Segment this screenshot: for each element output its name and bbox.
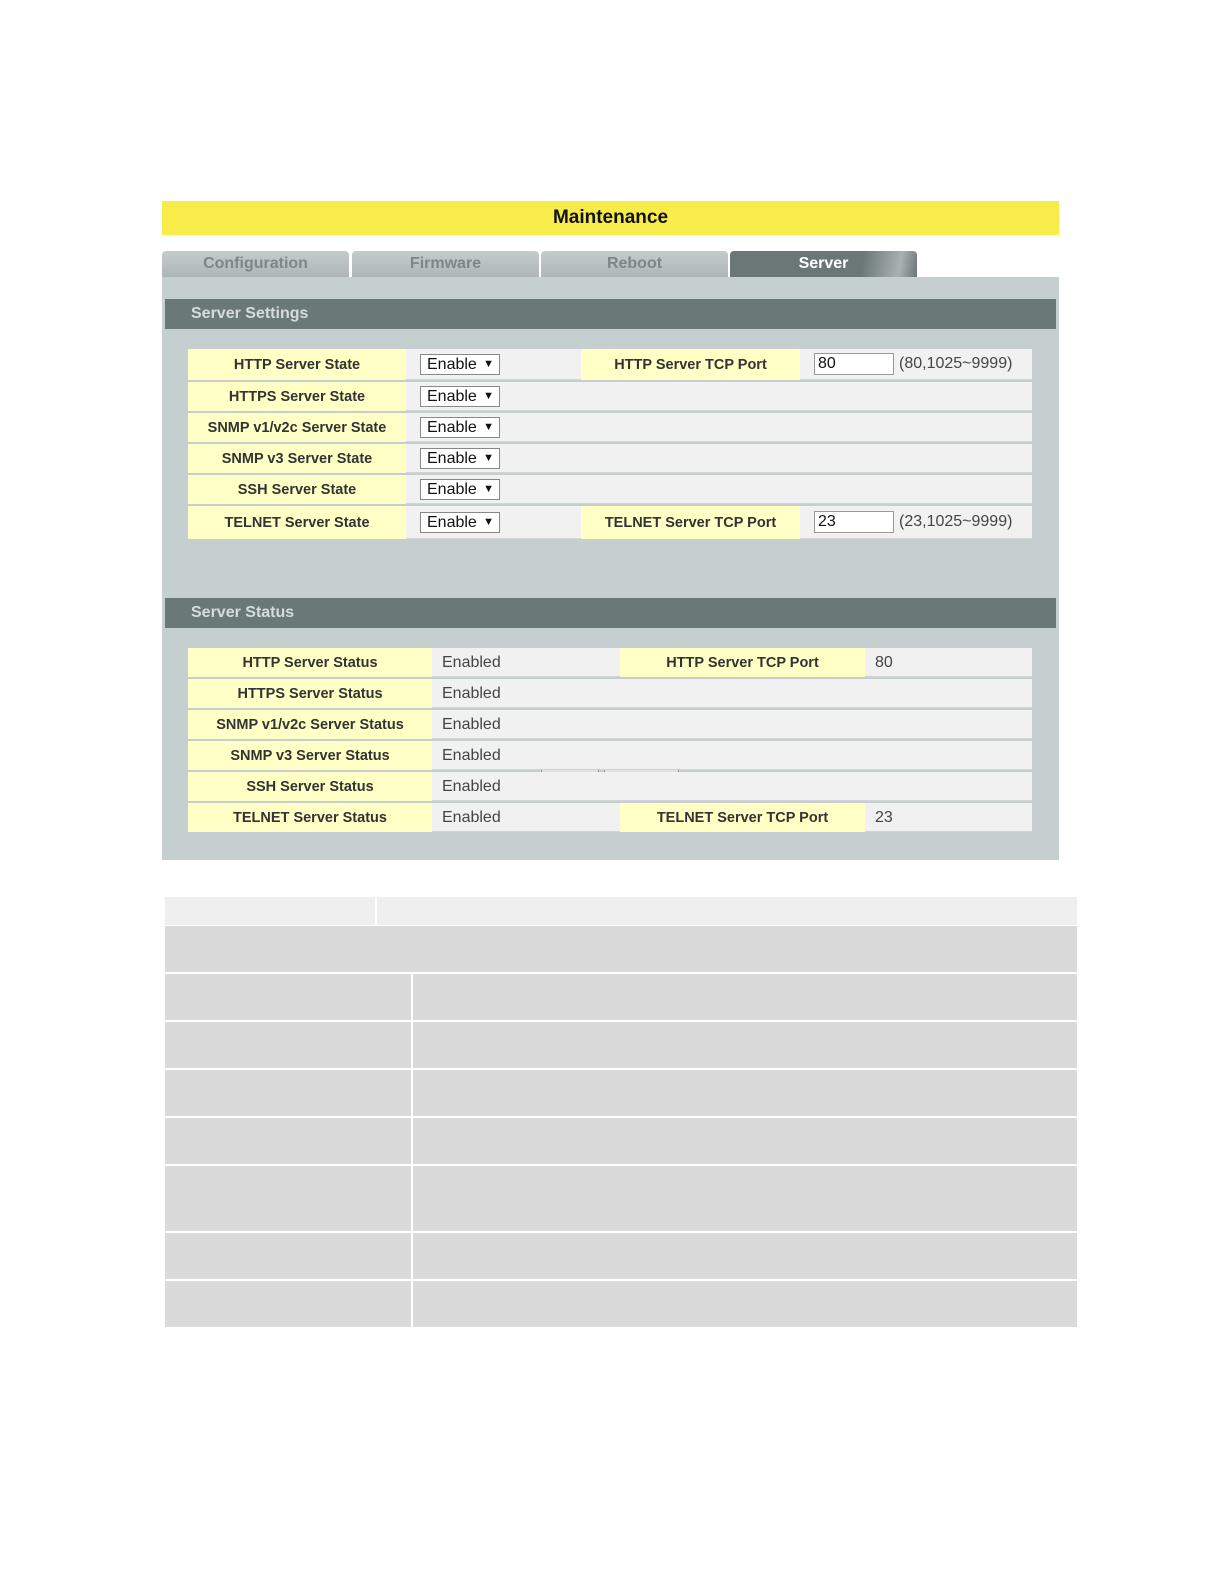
http-tcp-port-status-label: HTTP Server TCP Port bbox=[620, 648, 865, 677]
table-cell bbox=[413, 1166, 1077, 1231]
table-row bbox=[188, 349, 1032, 380]
telnet-tcp-port-status-label: TELNET Server TCP Port bbox=[620, 803, 865, 832]
server-status-header: Server Status bbox=[165, 598, 1056, 628]
table-row bbox=[188, 382, 1032, 411]
table-cell bbox=[413, 974, 1077, 1020]
snmp-v1v2c-server-status-label: SNMP v1/v2c Server Status bbox=[188, 710, 432, 739]
table-row bbox=[165, 1070, 1077, 1116]
snmp-v3-server-state-select[interactable] bbox=[420, 448, 500, 469]
http-tcp-port-label: HTTP Server TCP Port bbox=[581, 349, 800, 380]
select-value: Enable bbox=[427, 388, 477, 405]
table-row bbox=[165, 926, 1077, 972]
table-row bbox=[188, 444, 1032, 473]
table-cell bbox=[165, 974, 411, 1020]
table-cell bbox=[165, 1070, 411, 1116]
tab-server[interactable]: Server bbox=[730, 251, 917, 277]
http-tcp-port-status-value: 80 bbox=[875, 653, 893, 671]
table-row bbox=[188, 475, 1032, 504]
table-row bbox=[165, 1281, 1077, 1327]
ssh-server-status-label: SSH Server Status bbox=[188, 772, 432, 801]
ssh-server-state-select[interactable] bbox=[420, 479, 500, 500]
select-value: Enable bbox=[427, 419, 477, 436]
select-value: Enable bbox=[427, 481, 477, 498]
ssh-server-status-value: Enabled bbox=[442, 777, 501, 795]
table-row bbox=[188, 506, 1032, 539]
http-server-state-select[interactable] bbox=[420, 354, 500, 375]
page-title: Maintenance bbox=[162, 201, 1059, 235]
table-cell bbox=[165, 1022, 411, 1068]
chevron-down-icon: ▼ bbox=[483, 452, 494, 464]
select-value: Enable bbox=[427, 356, 477, 373]
telnet-server-status-label: TELNET Server Status bbox=[188, 803, 432, 832]
table-cell bbox=[413, 1070, 1077, 1116]
table-row bbox=[188, 413, 1032, 442]
server-settings-header: Server Settings bbox=[165, 299, 1056, 329]
snmp-v3-server-status-value: Enabled bbox=[442, 746, 501, 764]
http-tcp-port-input[interactable]: 80 bbox=[814, 353, 894, 375]
maintenance-panel bbox=[162, 201, 1059, 860]
snmp-v3-server-status-label: SNMP v3 Server Status bbox=[188, 741, 432, 770]
telnet-tcp-port-hint: (23,1025~9999) bbox=[899, 513, 1013, 530]
table-cell bbox=[165, 1281, 411, 1327]
tab-firmware[interactable]: Firmware bbox=[352, 251, 539, 277]
chevron-down-icon: ▼ bbox=[483, 516, 494, 528]
table-row bbox=[188, 648, 1032, 677]
select-value: Enable bbox=[427, 514, 477, 531]
https-server-state-label: HTTPS Server State bbox=[188, 382, 406, 411]
table-row bbox=[188, 741, 1032, 770]
table-cell bbox=[165, 1233, 411, 1279]
table-row bbox=[165, 1166, 1077, 1231]
table-header-cell bbox=[377, 897, 1077, 925]
table-header-cell bbox=[165, 897, 375, 925]
https-server-status-label: HTTPS Server Status bbox=[188, 679, 432, 708]
telnet-server-state-select[interactable] bbox=[420, 512, 500, 533]
table-cell bbox=[165, 1118, 411, 1164]
table-row bbox=[165, 1233, 1077, 1279]
table-header-row bbox=[165, 897, 1077, 925]
chevron-down-icon: ▼ bbox=[483, 483, 494, 495]
http-tcp-port-hint: (80,1025~9999) bbox=[899, 355, 1013, 372]
http-server-status-value: Enabled bbox=[442, 653, 501, 671]
table-row bbox=[188, 679, 1032, 708]
telnet-server-state-label: TELNET Server State bbox=[188, 506, 406, 539]
table-cell bbox=[413, 1233, 1077, 1279]
chevron-down-icon: ▼ bbox=[483, 390, 494, 402]
table-cell bbox=[413, 1022, 1077, 1068]
table-cell bbox=[165, 926, 1077, 972]
http-server-state-label: HTTP Server State bbox=[188, 349, 406, 380]
http-server-status-label: HTTP Server Status bbox=[188, 648, 432, 677]
table-row bbox=[188, 710, 1032, 739]
telnet-server-status-value: Enabled bbox=[442, 808, 501, 826]
telnet-tcp-port-status-value: 23 bbox=[875, 808, 893, 826]
chevron-down-icon: ▼ bbox=[483, 421, 494, 433]
table-row bbox=[165, 974, 1077, 1020]
table-row bbox=[165, 1118, 1077, 1164]
telnet-tcp-port-label: TELNET Server TCP Port bbox=[581, 506, 800, 539]
snmp-v1v2c-server-state-label: SNMP v1/v2c Server State bbox=[188, 413, 406, 442]
telnet-tcp-port-input[interactable]: 23 bbox=[814, 511, 894, 533]
table-cell bbox=[413, 1118, 1077, 1164]
select-value: Enable bbox=[427, 450, 477, 467]
table-row bbox=[165, 1022, 1077, 1068]
tab-configuration[interactable]: Configuration bbox=[162, 251, 349, 277]
snmp-v1v2c-server-state-select[interactable] bbox=[420, 417, 500, 438]
ssh-server-state-label: SSH Server State bbox=[188, 475, 406, 504]
chevron-down-icon: ▼ bbox=[483, 358, 494, 370]
https-server-status-value: Enabled bbox=[442, 684, 501, 702]
tab-bar bbox=[162, 235, 1059, 277]
snmp-v1v2c-server-status-value: Enabled bbox=[442, 715, 501, 733]
https-server-state-select[interactable] bbox=[420, 386, 500, 407]
table-row bbox=[188, 772, 1032, 801]
snmp-v3-server-state-label: SNMP v3 Server State bbox=[188, 444, 406, 473]
tab-reboot[interactable]: Reboot bbox=[541, 251, 728, 277]
table-cell bbox=[165, 1166, 411, 1231]
table-row bbox=[188, 803, 1032, 832]
table-cell bbox=[413, 1281, 1077, 1327]
